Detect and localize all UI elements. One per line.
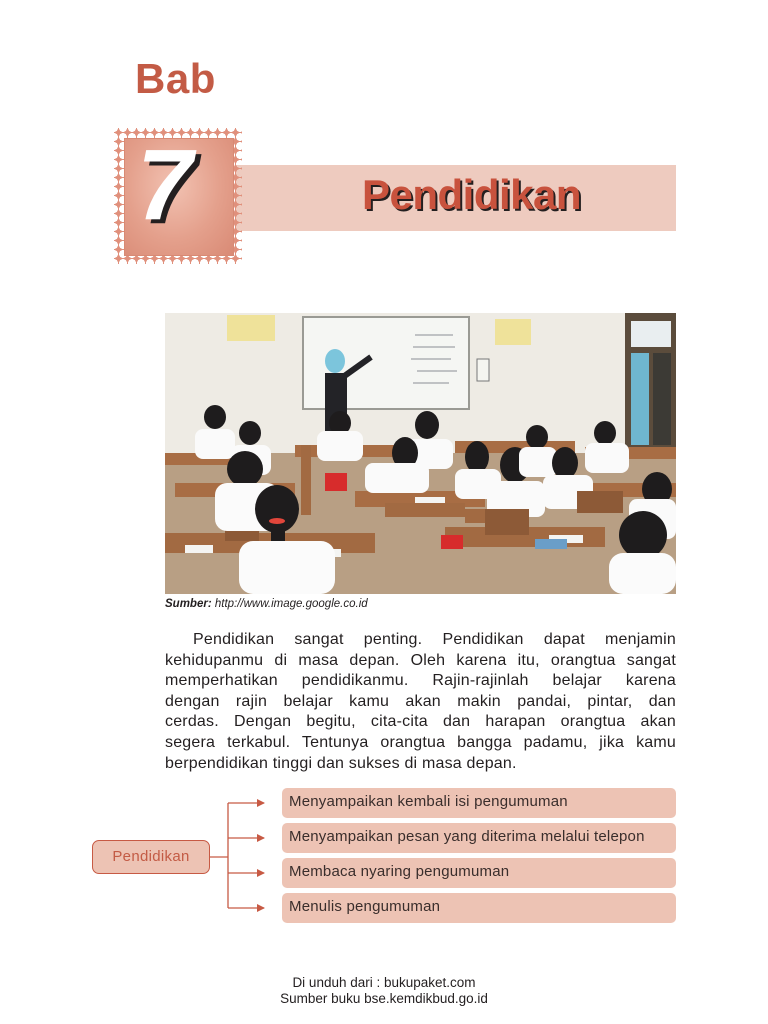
body-line: memperhatikan pendidikanmu. Rajin-rajinlah belajar karena — [165, 672, 676, 690]
body-line: kehidupanmu di masa depan. Oleh karena itu, orangtua sangat — [165, 651, 676, 669]
mindmap-branch-node: Membaca nyaring pengumuman — [282, 858, 676, 888]
chapter-label: Bab — [135, 55, 216, 102]
mindmap-branch-node: Menyampaikan kembali isi pengumuman — [282, 788, 676, 818]
body-line: cerdas. Dengan begitu, cita-cita dan harapan orangtua akan — [165, 713, 676, 731]
mindmap-branch-node: Menyampaikan pesan yang diterima melalui telepon — [282, 823, 676, 853]
chapter-title: Pendidikan — [362, 171, 582, 218]
body-line: berpendidikan tinggi dan sukses di masa depan. — [165, 754, 517, 772]
body-line: Pendidikan sangat penting. Pendidikan dapat menjamin — [193, 631, 676, 648]
body-line: dengan rajin belajar kamu akan makin pandai, pintar, dan — [165, 692, 676, 710]
mindmap-branch-node: Menulis pengumuman — [282, 893, 676, 923]
caption-label: Sumber: — [165, 598, 212, 610]
body-line: segera terkabul. Tentunya orangtua bangga padamu, jika kamu — [165, 733, 676, 751]
mindmap-root-node: Pendidikan — [92, 840, 210, 874]
caption-url: http://www.image.google.co.id — [214, 598, 368, 610]
footer-book-source: Sumber buku bse.kemdikbud.go.id — [280, 991, 488, 1006]
footer-download-source: Di unduh dari : bukupaket.com — [292, 975, 476, 990]
chapter-number: 7 — [137, 129, 193, 241]
